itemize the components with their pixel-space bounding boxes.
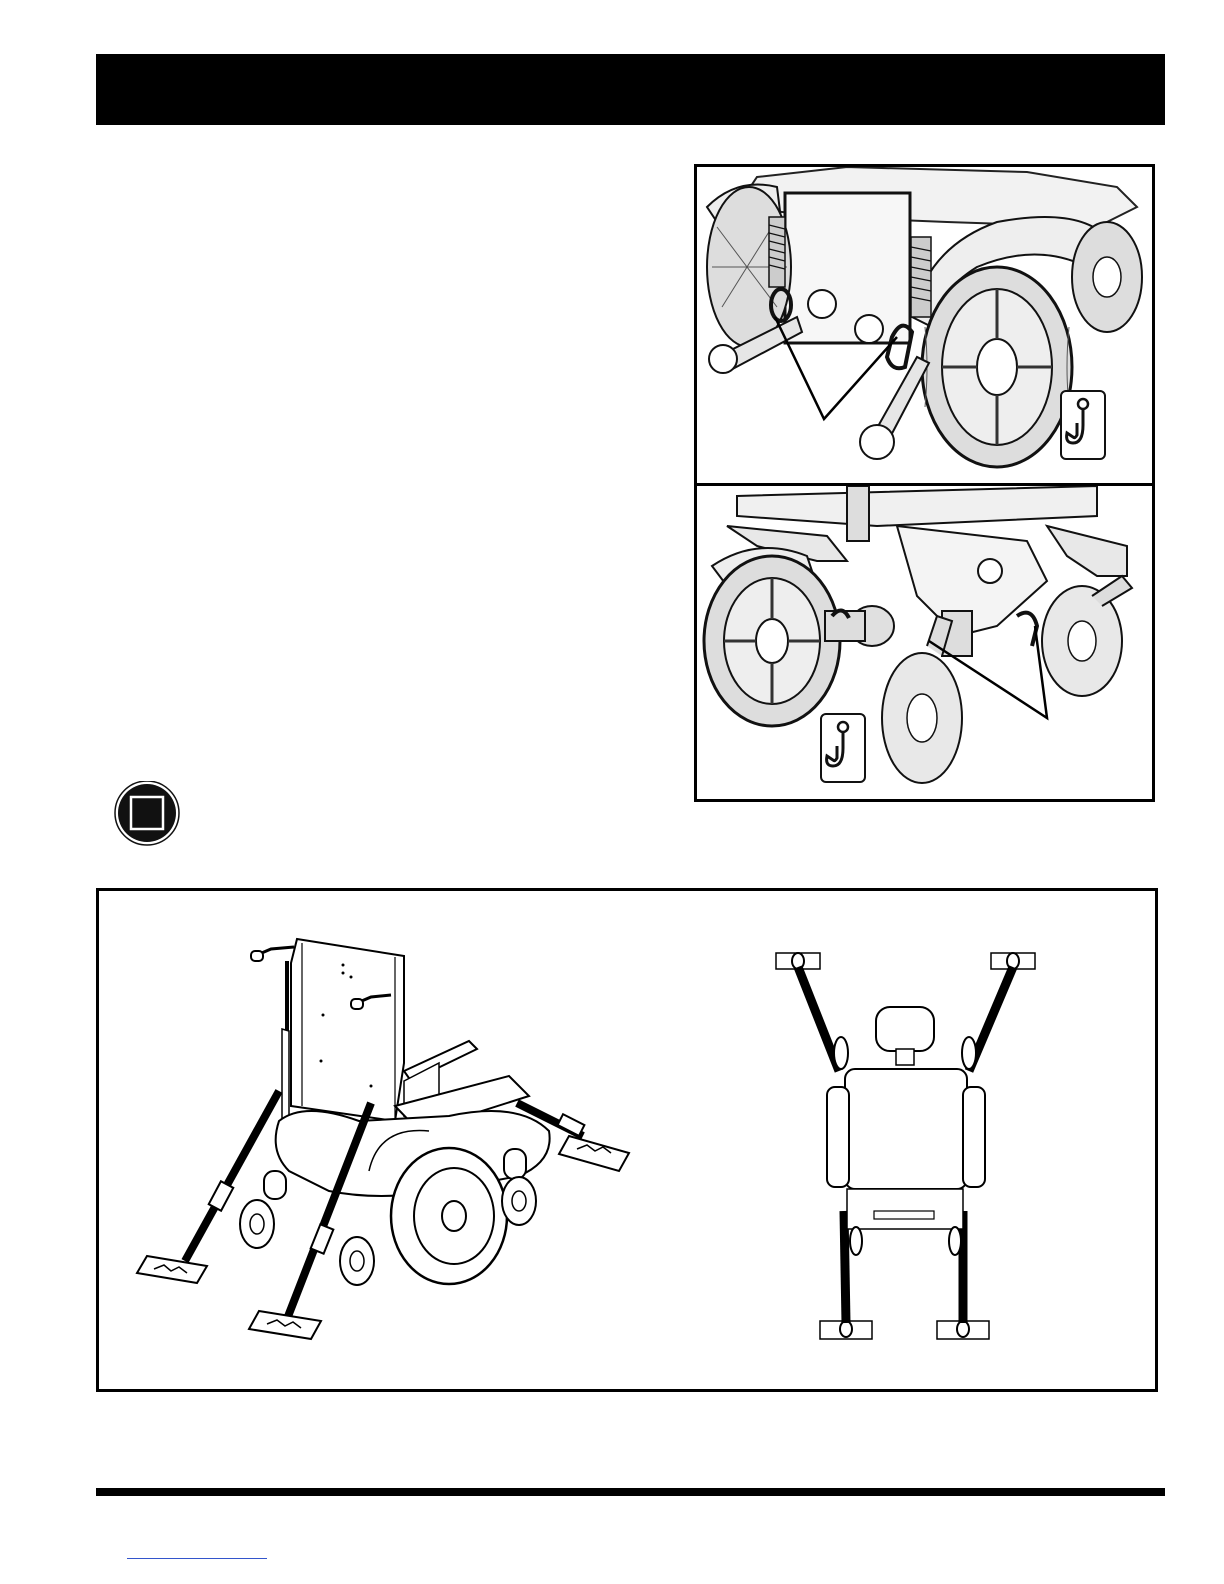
tiedown-diagram-figure <box>96 888 1158 1392</box>
tiedown-photo-figure <box>694 164 1155 802</box>
footer-rule <box>96 1488 1165 1496</box>
top-tiedown-view <box>776 953 1035 1339</box>
footer-link[interactable] <box>127 1546 267 1559</box>
front-tiedown-photo <box>697 167 1152 483</box>
rear-tiedown-photo <box>697 486 1152 799</box>
stop-icon <box>112 781 184 846</box>
isometric-tiedown-view <box>137 939 629 1339</box>
section-header-bar <box>96 54 1165 125</box>
